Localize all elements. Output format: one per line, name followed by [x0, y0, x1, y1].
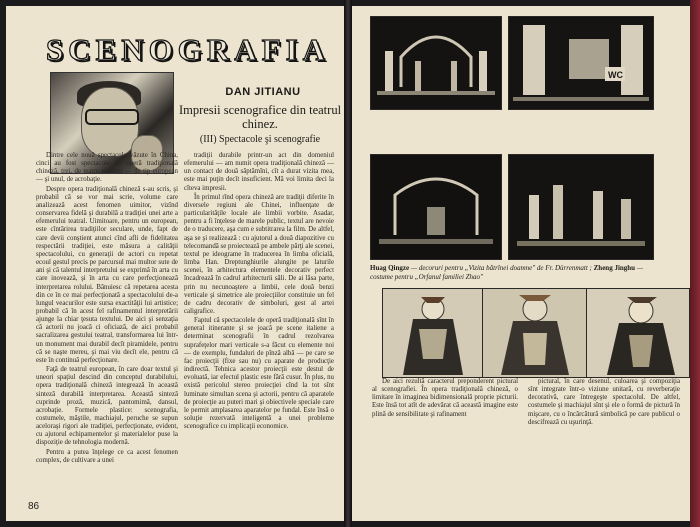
article-column-right-page-right [528, 378, 680, 510]
left-page [6, 6, 344, 521]
caption-name-1: Huag Qingze [370, 264, 410, 272]
paragraph: Pentru a putea înţelege ce ca acest fenomen complex, de cultivare a unei [36, 448, 178, 464]
page-number: 86 [28, 501, 40, 512]
costume-figure-3 [586, 288, 690, 378]
cover-edge [690, 0, 700, 527]
poster-wc-sign: WC [608, 70, 623, 80]
paragraph: Faţă de teatrul european, în care doar textul şi uneori spaţiul descind din conceptul durabilului, opera tradiţională chineză integrează în această sinteză durabilă interpretarea. Această sinteză cuprinde proză, muzică, pantomimă, dansul, acrobaţie. Formele plastice: scenografia, costumele, măştile, machiajul, peruche se supun aceloraşi rigori ale tradiţiei, perfecţionate, evident, cu ajutorul echipamentelor şi materialelor puse la dispoziţie de tehnologia modernă. [36, 366, 178, 447]
paragraph: În primul rînd opera chineză are tradiţii diferite în diversele regiuni ale Chinei, influenţate de particularităţile locale ale limbii vorbite. Asadar, pentru a fi înţelese de marele public, textul are nevoie de o traducere, aşa cum e subtitrarea la film. De altfel, aşa se şi realizează : cu ajutorul a două diapozitive cu telecomandă se proiectează pe ambele părţi ale scenei, textul pe ideograme în traducerea în limba oficială, limba Han. Dreptunghiurile alungite pe laturile scenei, în arhitectura elementele decorativ perfect încadrează în cadrul arhitecturii săli. De ai lăsa parte, prin nu necunoaştere a limbii, cele două benzi verticale şi simetrice ale proiecţiilor constituie un fel de cadru decorativ de simboluri, gest al artei caligrafice. [184, 193, 334, 315]
costume-figure-2-graphic [483, 289, 587, 377]
right-page [352, 6, 694, 521]
stage-photo-gate [370, 154, 502, 260]
paragraph: tradiţii durabile printr-un act din domeniul efemerului — am numit opera tradiţională chineză — un contact de două săptămîni, cît a durat vizita mea, este mai puţin decît insuficient. Mă voi limita deci la cîteva impresii. [184, 152, 334, 192]
article-series: (III) Spectacole şi scenografie [199, 134, 321, 145]
paragraph: Faptul că spectacolele de operă tradiţională sînt în general itinerante şi se joacă pe scene italiene a determinat scenografii în cadrul rezolvarea suprafeţelor mari verticale s-a făcut cu elemente noi — de exemplu, fundaluri de pînză albă — pe care se fac proiecţii (fixe sau nu) cu aparate de producţie indirectă. Tehnica acestor proiecţii este destul de evoluată, iar efectul plastic este fără cusur. În plus, nu există pericolul stereo proiecţiei cînd la tot sînt luminate simultan scena şi actorii, pentru că aparatele de proiecţie au puteri mari şi obiectivele speciale care le permit amplasarea aparatelor pe fundal. Este însă o soluţie rezervată inteligentă a unei probleme scenografice cu implicaţii economice. [184, 317, 334, 431]
stage-photo-ruins-graphic [509, 155, 653, 259]
section-heading: SCENOGRAFIA [46, 32, 331, 67]
caption-name-2: Zheng Jinghu [593, 264, 636, 272]
portrait-glasses [85, 109, 139, 125]
paragraph: Despre opera tradiţională chineză s-au scris, şi probabil că se vor mai scrie, volume care analizează acest fenomen uimitor, vizînd conservarea fidelă şi durabilă a tradiţiei unei arte a efemerului teatral. Uimitoare, pentru un european, este cîntărirea tradiţiilor seculare, unde, fapt de care devii conştient atunci cînd afli de fidelitatea respectării tradiţiei, este măsura a calităţii spectacolului, cu generaţii de actori cu repetat ecoul gestul precis pe parcursul mai multor sute de ani şi că talentul interpretului se exprimă în arta cu care inovează, şi în arta cu care perfecţionează interpretarea rolului. Bănuiesc că repetarea acesta din ce în ce mai perfecţionată a spectacolului de-a lungul veacurilor este sursa exactităţii lui artistice; probabil că în acest fel rafinamentul interpretării ajunge la chiar ţesuta textului. De aici şi senzaţia că actorii nu joacă ci oficiază, de aici probabil sacralizarea gestului teatral, transformarea lui într-un monument mai durabil decît piramidele, pentru că se naşte mereu, şi mai viu decît ele, pentru că este în continuă perfecţionare. [36, 185, 178, 364]
stage-photo-arch-colonnade [370, 16, 502, 110]
caption-text-1: — decoruri pentru „Vizita bătrînei doamne" de Fr. Dürrenmatt ; [409, 264, 594, 272]
paragraph: pictural, în care desenul, culoarea şi compoziţia sînt integrate într-o viziune unitară, cu reverberaţie decorativă, care întregeşte spectacolul. De altfel, costumele şi machiajul sînt şi ele o formă de pictură în mişcare, cu o încărcătură simbolică pe care publicul o descifrează cu uşurinţă. [528, 378, 680, 426]
article-column-right-page-left [372, 378, 518, 510]
book-spine [344, 0, 352, 527]
article-subtitle: Impresii scenografice din teatrul chinez. [178, 103, 342, 131]
paragraph: De aici rezultă caracterul preponderent pictural al scenografiei. În opera tradiţională chineză, o limitare în imaginea bidimensională proprie picturii. Este însă tot atît de adevărat că această imagine este plină de sensibilitate şi rafinament [372, 378, 518, 418]
stage-photo-gate-graphic [371, 155, 501, 259]
stage-photo-poster-set [508, 16, 654, 110]
stage-photo-ruins [508, 154, 654, 260]
stage-photo-arch-graphic [371, 17, 501, 109]
costume-figure-2 [482, 288, 588, 378]
caption-text-2: — costume pentru „Orfanul familiei Zhao" [370, 264, 644, 281]
costume-figure-3-graphic [587, 289, 689, 377]
costume-figure-1 [382, 288, 484, 378]
author-name: DAN JITIANU [225, 86, 301, 98]
photo-caption [370, 264, 656, 281]
costume-figure-1-graphic [383, 289, 483, 377]
article-column-right [184, 152, 334, 494]
article-column-left [36, 152, 178, 494]
stage-photo-poster-graphic [509, 17, 653, 109]
paragraph: Dintre cele nouă spectacole văzute în China, cinci au fost spectacole de operă tradiţională chineză, trei, de teatru modern — de tip european — şi unul, de acrobaţie. [36, 152, 178, 184]
